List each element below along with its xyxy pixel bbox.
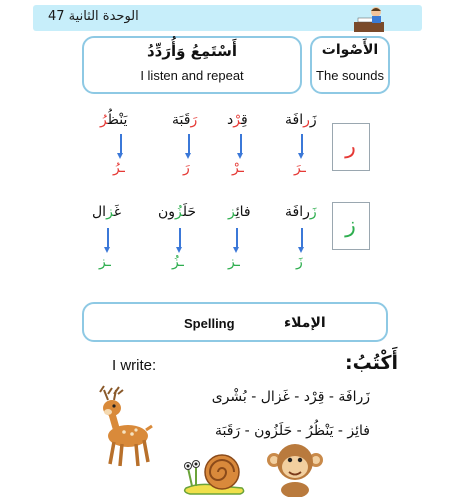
arrowhead: [117, 153, 123, 159]
arrowhead: [104, 247, 110, 253]
arrowhead: [233, 247, 239, 253]
word-ghazal: غَزال: [92, 204, 122, 220]
arrowhead: [176, 247, 182, 253]
arrow: [301, 228, 303, 248]
monkey-icon: [262, 442, 328, 497]
sounds-title-ar: الأَصْوات: [321, 42, 379, 58]
letter-za: ز: [345, 213, 356, 238]
arrowhead: [237, 153, 243, 159]
listen-title-en: I listen and repeat: [140, 68, 244, 83]
fragment-za-3: ـزُ: [172, 254, 184, 270]
letter-box-ra: [332, 123, 370, 171]
sounds-title-en: The sounds: [316, 68, 384, 83]
spelling-title-ar: الإملاء: [284, 315, 326, 331]
write-label-en: I write:: [112, 357, 157, 374]
fragment-za-4: ـز: [99, 254, 111, 270]
sounds-box: [310, 36, 390, 94]
write-label-ar: أَكْتُبُ:: [345, 352, 399, 374]
arrowhead: [298, 153, 304, 159]
arrowhead: [298, 247, 304, 253]
fragment-ra-1: ـرَ: [294, 160, 306, 176]
word-yanthuru: يَنْظُرُ: [100, 112, 128, 128]
arrow: [120, 134, 122, 154]
fragment-za-2: ـز: [228, 254, 240, 270]
word-faez: فائِز: [228, 204, 251, 220]
listen-title-ar: أَسْتَمِعُ وَأُرَدِّدُ: [146, 42, 238, 60]
letter-box-za: [332, 202, 370, 250]
letter-ra: ر: [345, 134, 356, 159]
word-raqaba: رَقَبَة: [172, 112, 198, 128]
word-zarafa-1: زَرافَة: [285, 112, 317, 128]
deer-icon: [86, 384, 156, 474]
arrow: [107, 228, 109, 248]
arrow: [188, 134, 190, 154]
fragment-ra-4: ـرُ: [113, 160, 125, 176]
arrow: [179, 228, 181, 248]
fragment-ra-2: ـرْ: [232, 160, 244, 176]
word-halazun: حَلَزُون: [158, 204, 197, 220]
arrow: [301, 134, 303, 154]
spelling-line-2: فائِز - يَنْظُرُ - حَلَزُون - رَقَبَة: [214, 423, 370, 439]
arrow: [240, 134, 242, 154]
fragment-ra-3: رَ: [183, 160, 190, 176]
reading-boy-icon: [350, 4, 390, 34]
word-zarafa-2: زَرافَة: [285, 204, 317, 220]
arrow: [236, 228, 238, 248]
listen-repeat-box: [82, 36, 302, 94]
word-qird: قِرْد: [227, 112, 248, 128]
arrowhead: [185, 153, 191, 159]
unit-label: الوحدة الثانية 47: [48, 9, 139, 24]
fragment-za-1: زَ: [296, 254, 303, 270]
spelling-box: [82, 302, 388, 342]
spelling-title-en: Spelling: [184, 316, 235, 331]
snail-icon: [180, 448, 252, 496]
spelling-line-1: زَرافَة - قِرْد - غَزال - بُشْرى: [211, 389, 370, 405]
